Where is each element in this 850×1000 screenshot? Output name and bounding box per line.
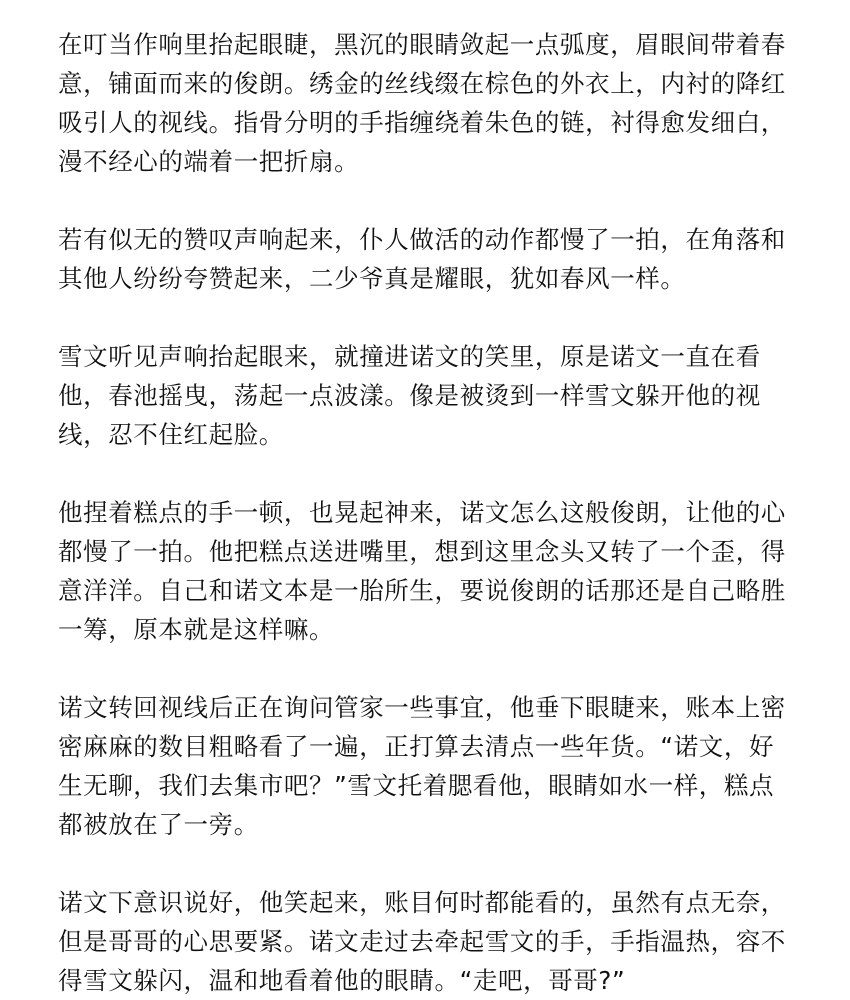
paragraph-3: 雪文听见声响抬起眼来，就撞进诺文的笑里，原是诺文一直在看他，春池摇曳，荡起一点波漾。像是被烫到一样雪文躲开他的视线，忍不住红起脸。 <box>58 342 761 449</box>
article-body <box>58 25 798 1000</box>
paragraph-1: 在叮当作响里抬起眼睫，黑沉的眼睛敛起一点弧度，眉眼间带着春意，铺面而来的俊朗。绣金的丝线缀在棕色的外衣上，内衬的降红吸引人的视线。指骨分明的手指缠绕着朱色的链，衬得愈发细白，漫不经心的端着一把折扇。 <box>58 30 786 176</box>
paragraph-6: 诺文下意识说好，他笑起来，账目何时都能看的，虽然有点无奈，但是哥哥的心思要紧。诺文走过去牵起雪文的手，手指温热，容不得雪文躲闪，温和地看着他的眼睛。“走吧，哥哥?” <box>58 888 786 995</box>
paragraph-5: 诺文转回视线后正在询问管家一些事宜，他垂下眼睫来，账本上密密麻麻的数目粗略看了一遍，正打算去清点一些年货。“诺文，好生无聊，我们去集市吧？”雪文托着腮看他，眼睛如水一样，糕点都被放在了一旁。 <box>58 693 786 839</box>
paragraph-4: 他捏着糕点的手一顿，也晃起神来，诺文怎么这般俊朗，让他的心都慢了一拍。他把糕点送进嘴里，想到这里念头又转了一个歪，得意洋洋。自己和诺文本是一胎所生，要说俊朗的话那还是自己略胜一筹，原本就是这样嘛。 <box>58 498 786 644</box>
paragraph-2: 若有似无的赞叹声响起来，仆人做活的动作都慢了一拍，在角落和其他人纷纷夸赞起来，二少爷真是耀眼，犹如春风一样。 <box>58 225 786 293</box>
